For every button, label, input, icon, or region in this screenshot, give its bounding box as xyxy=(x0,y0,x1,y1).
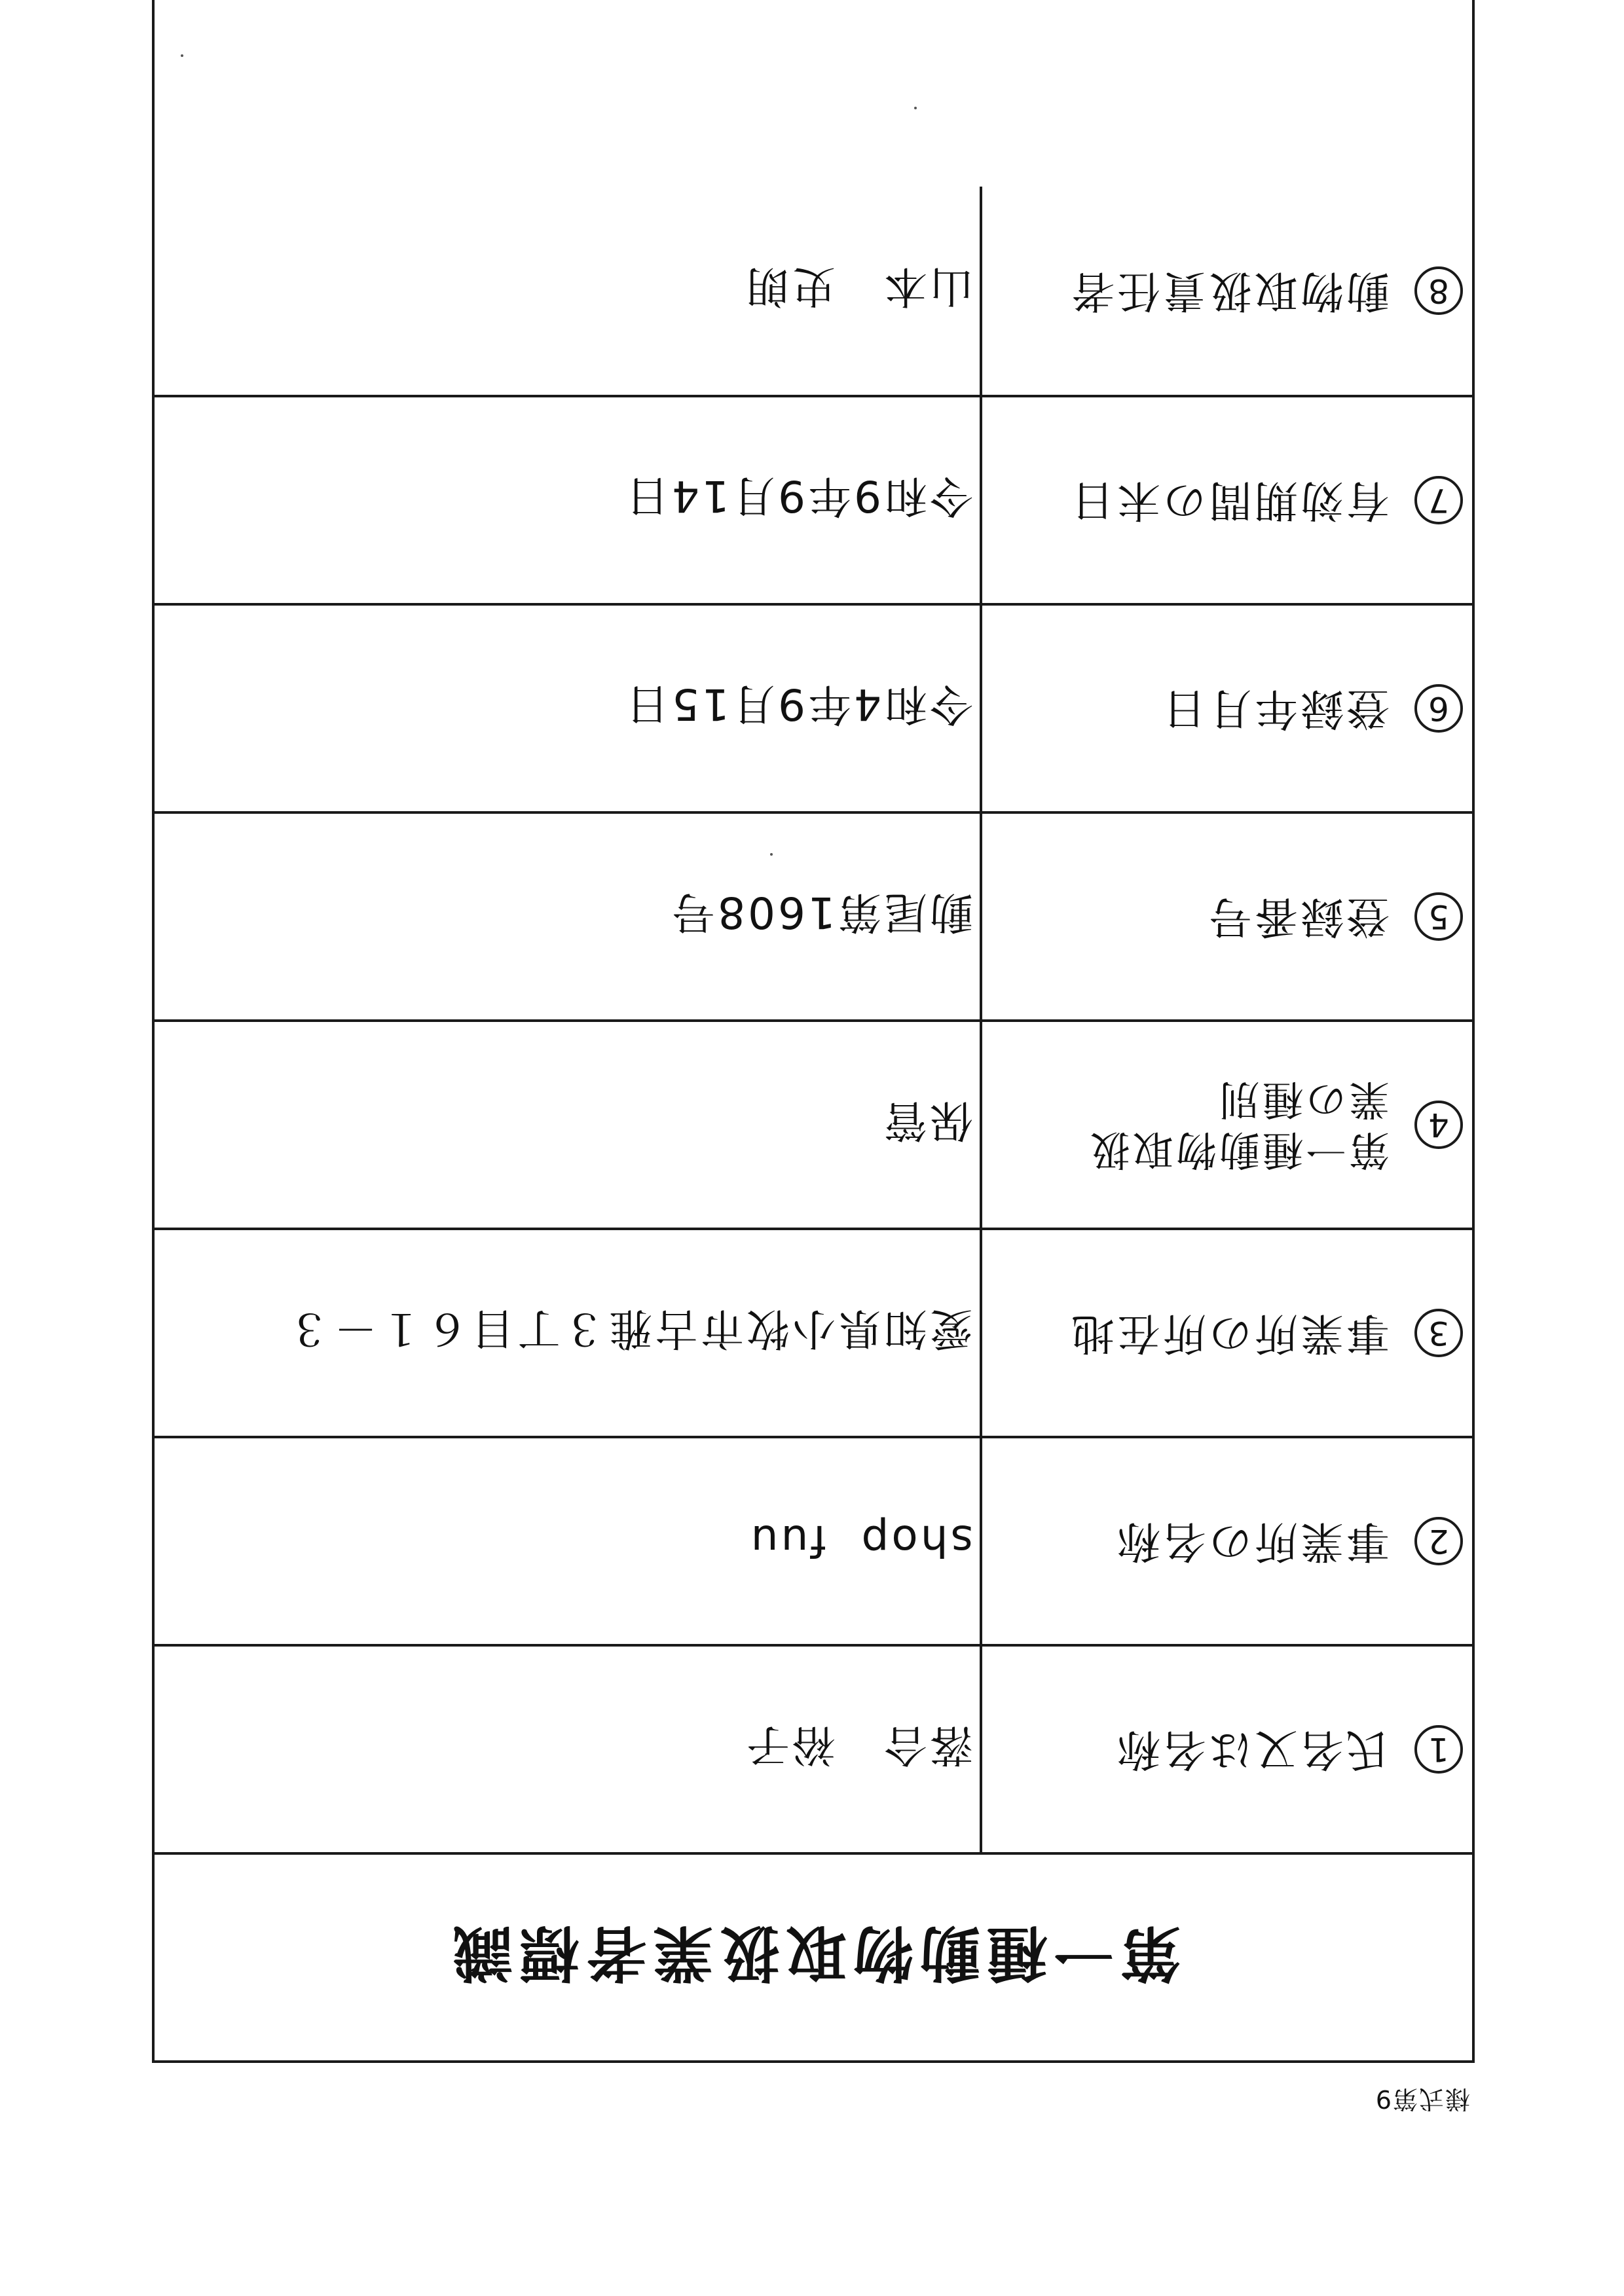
sign-title: 第一種動物取扱業者標識 xyxy=(446,1918,1181,1988)
label-cell xyxy=(980,814,1472,1019)
circled-number: 3 xyxy=(1414,1309,1463,1357)
label-cell xyxy=(980,1230,1472,1436)
label-cell xyxy=(980,1647,1472,1852)
scan-speck xyxy=(914,107,917,109)
row-business-name xyxy=(155,1436,1472,1644)
scan-speck xyxy=(770,853,773,856)
row-responsible-person xyxy=(155,187,1472,395)
label-cell xyxy=(980,1022,1472,1228)
row-name xyxy=(155,1644,1472,1852)
row-label: 事業所の名称 xyxy=(1115,1516,1390,1567)
label-cell xyxy=(980,606,1472,811)
row-label: 氏名又は名称 xyxy=(1115,1724,1390,1776)
label-cell xyxy=(980,1438,1472,1644)
label-cell xyxy=(980,397,1472,603)
row-label-line-2: 業の種別 xyxy=(1216,1076,1390,1123)
value-cell xyxy=(155,187,980,395)
row-value: 愛知県小牧市古雅３丁目６１－３ xyxy=(286,1303,973,1355)
row-value: shop fuu xyxy=(748,1516,973,1567)
row-registration-number xyxy=(155,811,1472,1019)
circled-number: 8 xyxy=(1414,266,1463,315)
row-value: 落合 裕子 xyxy=(744,1720,973,1771)
row-business-type xyxy=(155,1019,1472,1228)
row-value: 保管 xyxy=(881,1095,973,1146)
row-label: 動物取扱責任者 xyxy=(1069,266,1390,317)
row-label-line-1: 第一種動物取扱 xyxy=(1086,1126,1390,1175)
row-label xyxy=(1087,1074,1390,1176)
row-expiry-date xyxy=(155,395,1472,603)
title-row xyxy=(155,1852,1472,2060)
value-cell xyxy=(155,1022,980,1228)
circled-number: 1 xyxy=(1414,1725,1463,1774)
sign-table xyxy=(152,0,1475,2063)
circled-number: 4 xyxy=(1414,1101,1463,1149)
circled-number: 5 xyxy=(1414,892,1463,941)
value-cell xyxy=(155,606,980,811)
circled-number: 6 xyxy=(1414,684,1463,733)
value-cell xyxy=(155,814,980,1019)
row-label: 登録年月日 xyxy=(1160,683,1390,735)
row-label: 事業所の所在地 xyxy=(1069,1308,1390,1359)
circled-number: 7 xyxy=(1414,476,1463,524)
form-number-label: 様式第9 xyxy=(1374,2085,1470,2113)
circled-number: 2 xyxy=(1414,1517,1463,1565)
row-value: 山本 史朗 xyxy=(744,261,973,312)
value-cell xyxy=(155,1647,980,1852)
row-registration-date xyxy=(155,603,1472,811)
value-cell xyxy=(155,397,980,603)
scan-speck xyxy=(181,54,183,57)
row-value: 動尾第1608号 xyxy=(669,887,973,938)
row-label: 登録番号 xyxy=(1206,892,1390,943)
row-value: 令和9年9月14日 xyxy=(623,471,973,522)
row-label: 有効期間の末日 xyxy=(1069,475,1390,526)
row-address xyxy=(155,1228,1472,1436)
value-cell xyxy=(155,1438,980,1644)
value-cell xyxy=(155,1230,980,1436)
row-value: 令和4年9月15日 xyxy=(623,679,973,730)
label-cell xyxy=(980,187,1472,395)
